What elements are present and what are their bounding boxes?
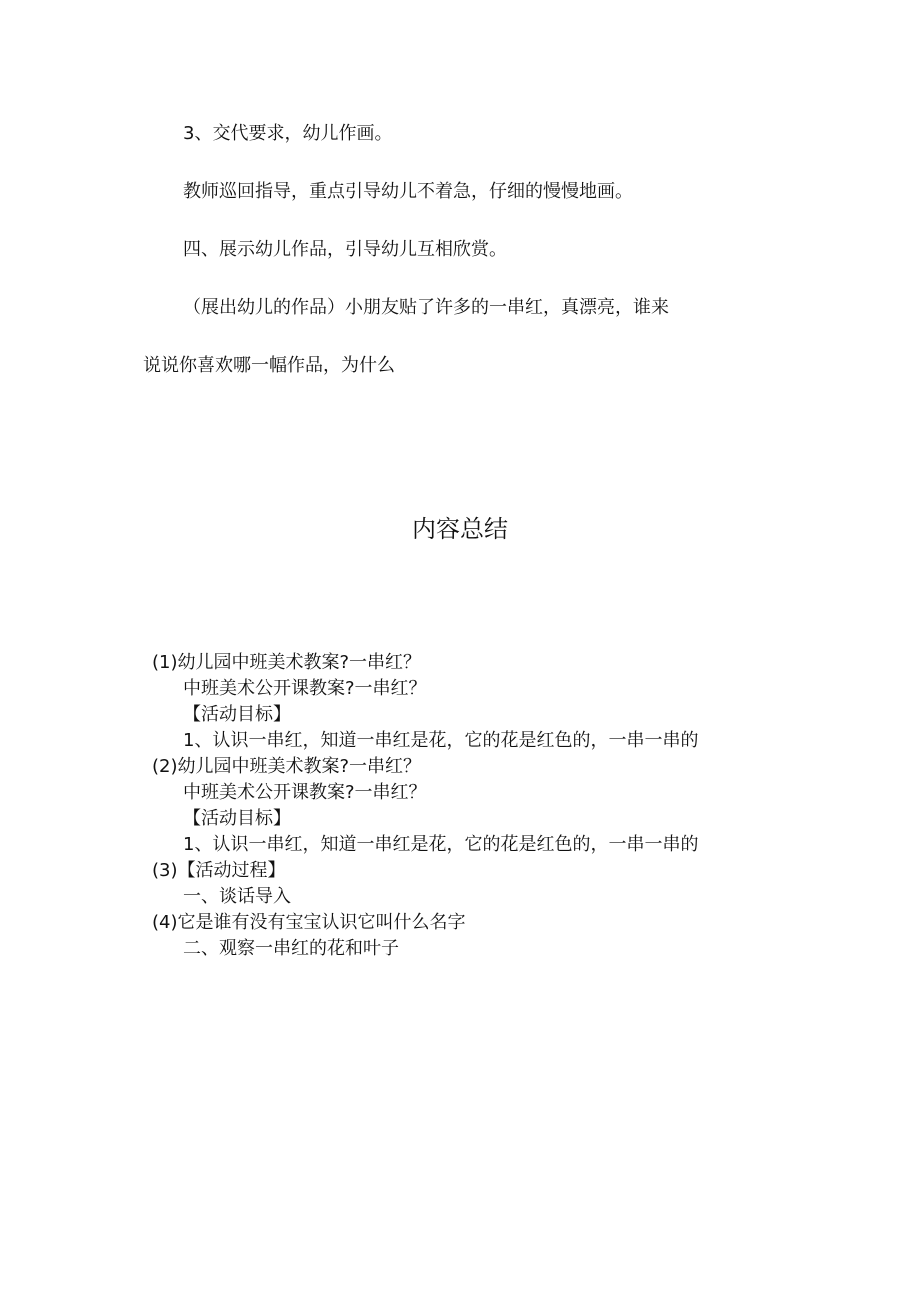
paragraph-teacher-guidance: 教师巡回指导，重点引导幼儿不着急，仔细的慢慢地画。: [183, 181, 633, 202]
summary-line: 中班美术公开课教案?一串红？: [183, 678, 427, 699]
summary-line: 【活动目标】: [183, 704, 291, 725]
summary-line: 1、认识一串红，知道一串红是花，它的花是红色的，一串一串的: [183, 730, 699, 751]
paragraph-step-3: 3、交代要求，幼儿作画。: [183, 123, 393, 144]
summary-line: 二、观察一串红的花和叶子: [183, 938, 399, 959]
summary-line: (2)幼儿园中班美术教案?一串红？: [152, 756, 422, 777]
paragraph-display-line-1: （展出幼儿的作品）小朋友贴了许多的一串红，真漂亮，谁来: [183, 297, 669, 318]
summary-line: 【活动目标】: [183, 808, 291, 829]
summary-line: (3)【活动过程】: [152, 860, 286, 881]
summary-line: 中班美术公开课教案?一串红？: [183, 782, 427, 803]
summary-line: (1)幼儿园中班美术教案?一串红？: [152, 652, 422, 673]
summary-title: 内容总结: [412, 515, 508, 543]
summary-line: 1、认识一串红，知道一串红是花，它的花是红色的，一串一串的: [183, 834, 699, 855]
summary-line: (4)它是谁有没有宝宝认识它叫什么名字: [152, 912, 466, 933]
paragraph-section-4: 四、展示幼儿作品，引导幼儿互相欣赏。: [183, 239, 507, 260]
summary-line: 一、谈话导入: [183, 886, 291, 907]
paragraph-display-line-2: 说说你喜欢哪一幅作品，为什么: [143, 355, 395, 376]
